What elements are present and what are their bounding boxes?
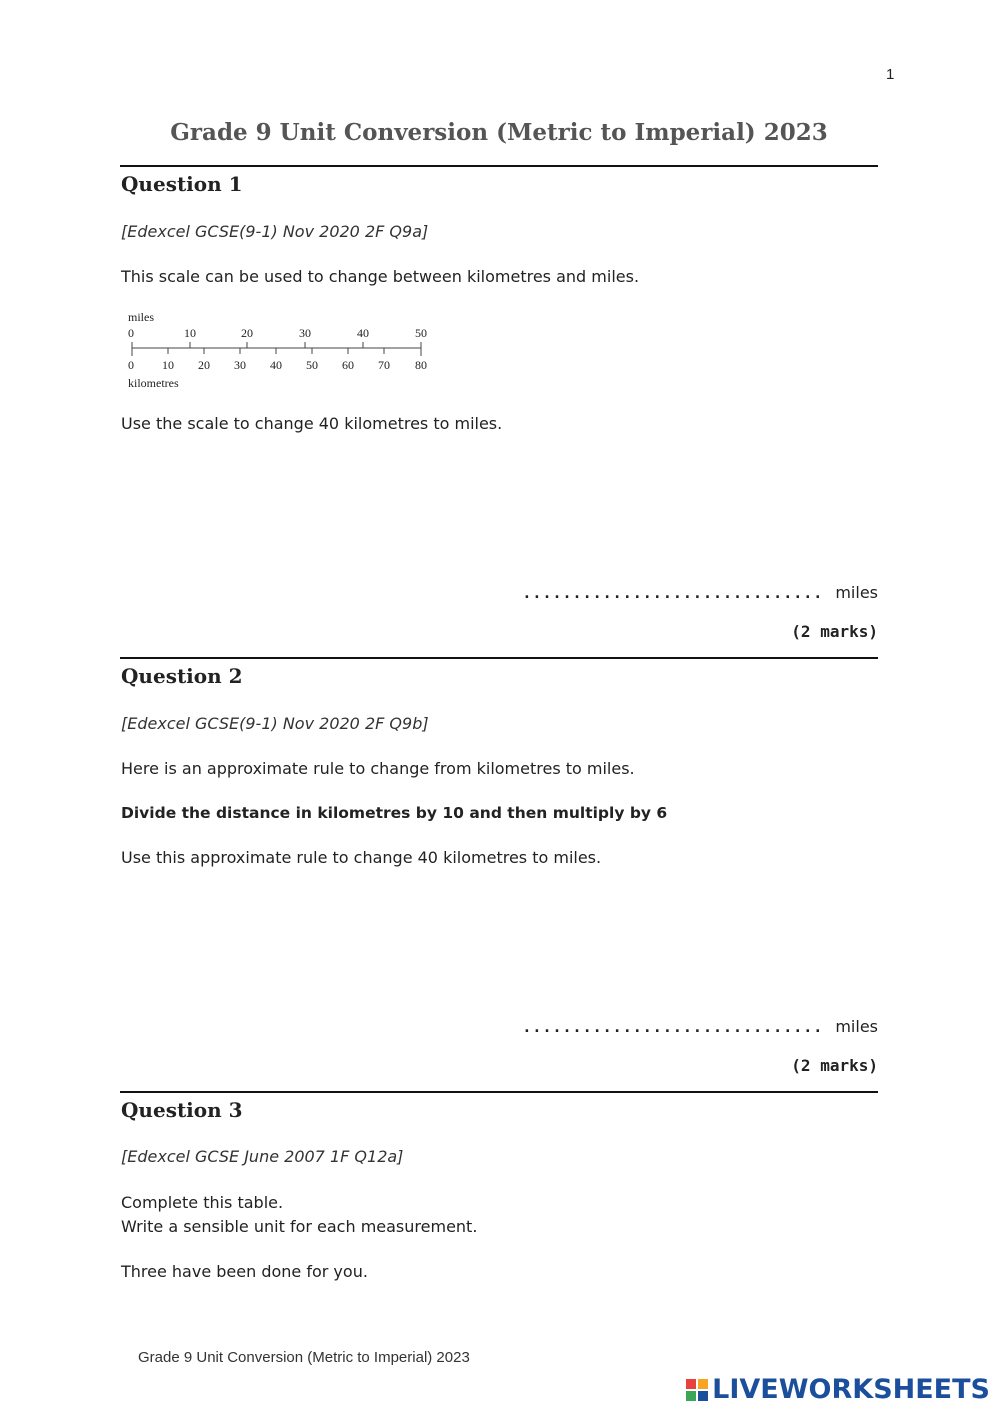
logo-block <box>686 1379 696 1389</box>
question-3-heading: Question 3 <box>121 1098 243 1122</box>
km-tick-70: 70 <box>378 358 390 372</box>
divider <box>120 165 878 167</box>
question-3-line-1: Complete this table. <box>121 1193 284 1212</box>
question-1-heading: Question 1 <box>121 172 243 196</box>
question-2-rule: Divide the distance in kilometres by 10 and then multiply by 6 <box>121 804 668 822</box>
miles-tick-50: 50 <box>415 326 427 340</box>
scale-km-label: kilometres <box>128 376 179 390</box>
question-1-answer-line[interactable] <box>522 583 878 602</box>
miles-tick-0: 0 <box>128 326 134 340</box>
question-2-source: [Edexcel GCSE(9-1) Nov 2020 2F Q9b] <box>121 714 429 733</box>
question-1-intro: This scale can be used to change between kilometres and miles. <box>121 267 640 286</box>
logo-block <box>698 1379 708 1389</box>
question-1-source: [Edexcel GCSE(9-1) Nov 2020 2F Q9a] <box>121 222 429 241</box>
answer-unit: miles <box>835 583 878 602</box>
km-tick-20: 20 <box>198 358 210 372</box>
km-tick-80: 80 <box>415 358 427 372</box>
page-footer: Grade 9 Unit Conversion (Metric to Imperial) 2023 <box>138 1349 470 1366</box>
question-2-marks: (2 marks) <box>791 1056 878 1075</box>
question-3-line-3: Three have been done for you. <box>121 1262 368 1281</box>
logo-block <box>698 1391 708 1401</box>
page-number: 1 <box>886 66 895 83</box>
page-title: Grade 9 Unit Conversion (Metric to Imperial) 2023 <box>170 119 828 146</box>
miles-tick-20: 20 <box>241 326 253 340</box>
scale-miles-label: miles <box>128 310 154 324</box>
logo-blocks-icon <box>686 1379 708 1401</box>
miles-tick-10: 10 <box>184 326 196 340</box>
divider <box>120 657 878 659</box>
question-2-answer-line[interactable] <box>522 1017 878 1036</box>
answer-blank[interactable]: .............................. <box>522 1018 824 1036</box>
miles-tick-30: 30 <box>299 326 311 340</box>
answer-unit: miles <box>835 1017 878 1036</box>
liveworksheets-logo[interactable] <box>686 1374 990 1405</box>
question-3-line-2: Write a sensible unit for each measurement. <box>121 1217 478 1236</box>
km-tick-60: 60 <box>342 358 354 372</box>
answer-blank[interactable]: .............................. <box>522 584 824 602</box>
km-tick-0: 0 <box>128 358 134 372</box>
logo-block <box>686 1391 696 1401</box>
divider <box>120 1091 878 1093</box>
conversion-scale <box>120 306 440 396</box>
question-2-heading: Question 2 <box>121 664 243 688</box>
km-tick-40: 40 <box>270 358 282 372</box>
km-tick-10: 10 <box>162 358 174 372</box>
km-tick-50: 50 <box>306 358 318 372</box>
question-2-intro: Here is an approximate rule to change from kilometres to miles. <box>121 759 635 778</box>
miles-tick-40: 40 <box>357 326 369 340</box>
question-2-prompt: Use this approximate rule to change 40 kilometres to miles. <box>121 848 602 867</box>
question-1-marks: (2 marks) <box>791 622 878 641</box>
km-tick-30: 30 <box>234 358 246 372</box>
question-3-source: [Edexcel GCSE June 2007 1F Q12a] <box>121 1147 404 1166</box>
logo-text: LIVEWORKSHEETS <box>712 1374 990 1405</box>
question-1-prompt: Use the scale to change 40 kilometres to miles. <box>121 414 503 433</box>
